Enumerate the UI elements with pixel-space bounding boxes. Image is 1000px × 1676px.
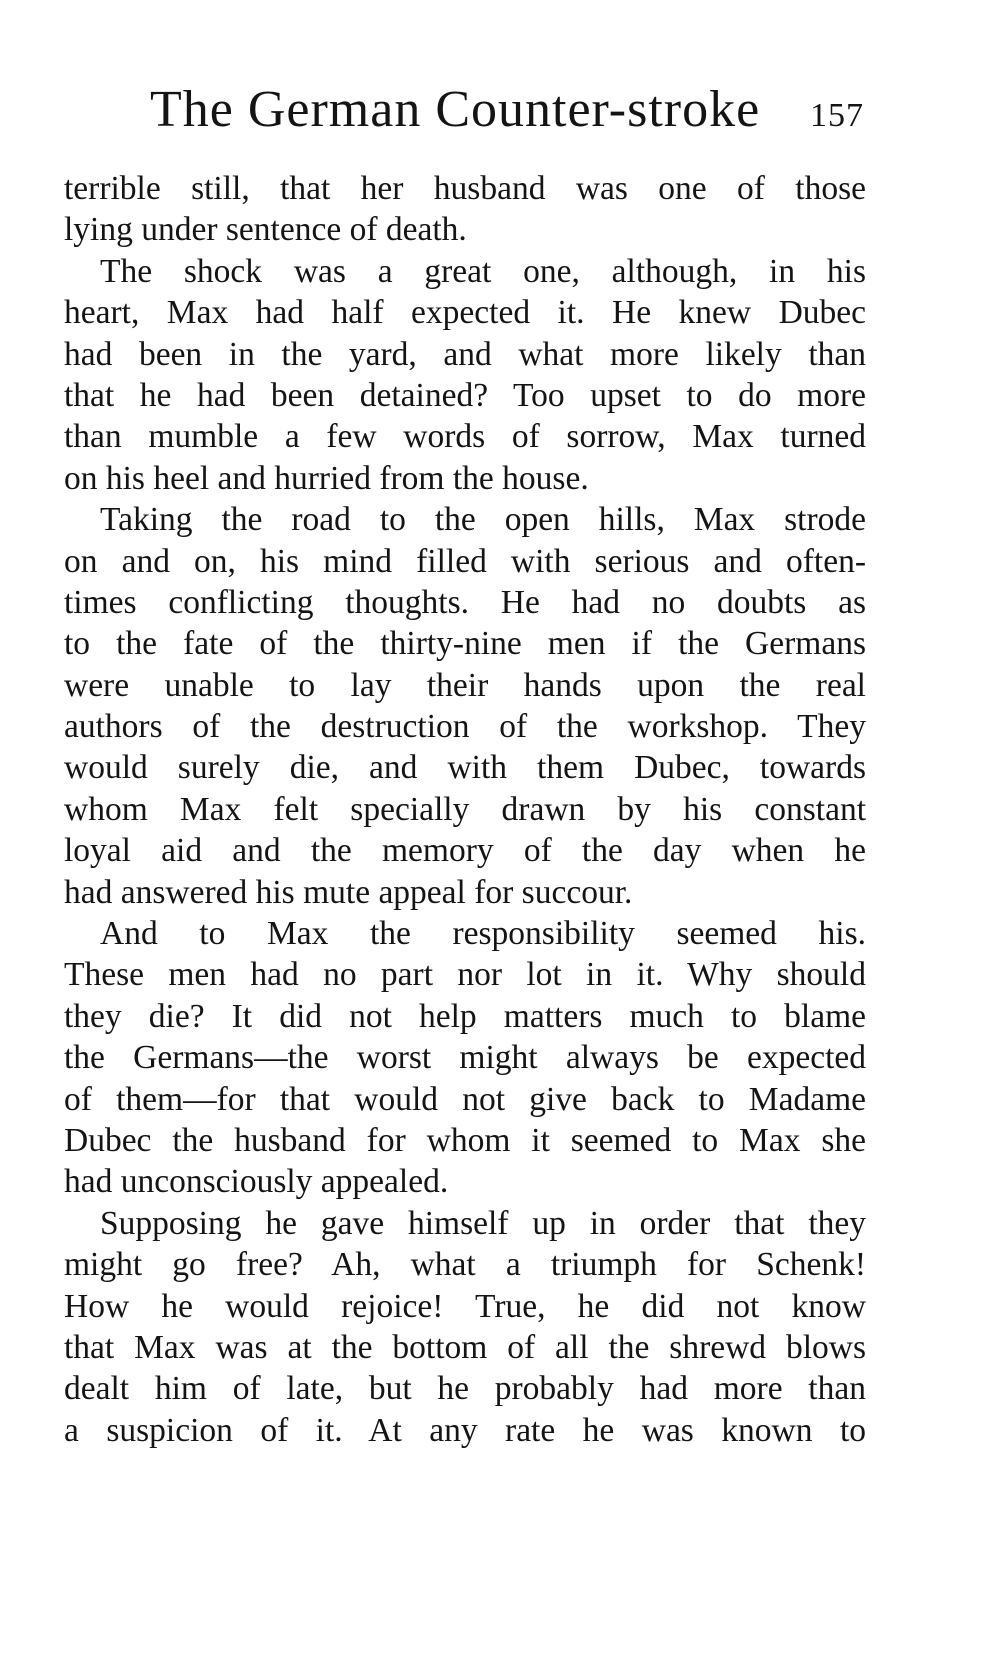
text-line: would surely die, and with them Dubec, towards [64,749,866,787]
paragraph [64,1203,866,1451]
text-line: Dubec the husband for whom it seemed to Max she [64,1121,866,1159]
text-line: dealt him of late, but he probably had more than [64,1370,866,1408]
text-line: times conflicting thoughts. He had no doubts as [64,583,866,621]
text-line: the Germans—the worst might always be expected [64,1039,866,1077]
paragraph [64,913,866,1203]
text-line: a suspicion of it. At any rate he was known to [64,1411,866,1449]
text-line: authors of the destruction of the workshop. They [64,708,866,746]
text-line: were unable to lay their hands upon the real [64,666,866,704]
text-line: on and on, his mind filled with serious and often- [64,542,866,580]
text-line: they die? It did not help matters much to blame [64,997,866,1035]
text-line: of them—for that would not give back to Madame [64,1080,866,1118]
text-line: loyal aid and the memory of the day when he [64,832,866,870]
text-line: Taking the road to the open hills, Max strode [100,501,866,539]
text-line: had been in the yard, and what more likely than [64,335,866,373]
text-line: Supposing he gave himself up in order that they [100,1204,866,1242]
text-line: And to Max the responsibility seemed his. [100,915,866,953]
text-line: on his heel and hurried from the house. [64,459,589,497]
text-line: How he would rejoice! True, he did not know [64,1287,866,1325]
paragraph [64,251,866,499]
text-line: to the fate of the thirty-nine men if the Germans [64,625,866,663]
text-line: These men had no part nor lot in it. Why should [64,956,866,994]
text-line: had unconsciously appealed. [64,1163,449,1201]
page-number: 157 [810,97,864,134]
text-line: lying under sentence of death. [64,211,467,249]
text-line: heart, Max had half expected it. He knew Dubec [64,294,866,332]
paragraph [64,499,866,913]
text-line: that Max was at the bottom of all the shrewd blows [64,1328,866,1366]
text-line: than mumble a few words of sorrow, Max turned [64,418,866,456]
text-line: that he had been detained? Too upset to do more [64,376,866,414]
text-line: might go free? Ah, what a triumph for Schenk! [64,1246,866,1284]
paragraph [64,168,866,251]
text-line: had answered his mute appeal for succour. [64,873,633,911]
text-line: The shock was a great one, although, in his [100,252,866,290]
running-title: The German Counter-stroke [150,81,761,138]
text-line: terrible still, that her husband was one of those [64,170,866,207]
text-line: whom Max felt specially drawn by his constant [64,790,866,828]
body-text [64,168,866,1451]
